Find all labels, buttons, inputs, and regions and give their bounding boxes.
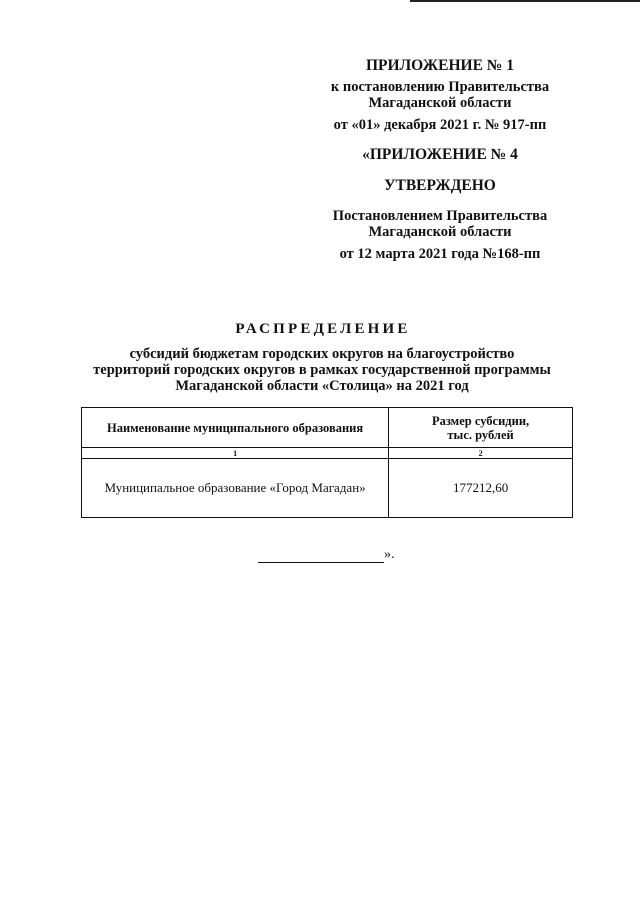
municipality-name: Муниципальное образование «Город Магадан» xyxy=(82,459,389,518)
closing-quote: ». xyxy=(384,547,395,562)
column-header-amount xyxy=(389,408,573,448)
column-header-amount-line2: тыс. рублей xyxy=(447,427,514,442)
appendix-title: ПРИЛОЖЕНИЕ № 1 xyxy=(366,57,514,74)
appendix-date: от «01» декабря 2021 г. № 917-пп xyxy=(333,117,547,133)
column-header-amount-line1: Размер субсидии, xyxy=(431,413,530,428)
approved-by-line2: Магаданской области xyxy=(368,224,512,240)
subtitle-line3: Магаданской области «Столица» на 2021 год xyxy=(175,378,469,394)
document-subtitle xyxy=(60,346,584,394)
approved-label: УТВЕРЖДЕНО xyxy=(384,177,496,194)
appendix-reference-line2: Магаданской области xyxy=(368,95,512,111)
column-number-row xyxy=(82,448,573,459)
subsidy-table xyxy=(81,407,573,518)
document-title: РАСПРЕДЕЛЕНИЕ xyxy=(235,321,411,337)
subtitle-line1: субсидий бюджетам городских округов на благоустройство xyxy=(129,346,515,362)
approved-date: от 12 марта 2021 года №168-пп xyxy=(339,246,541,262)
table-header-row xyxy=(82,408,573,448)
column-header-municipality: Наименование муниципального образования xyxy=(82,408,389,448)
column-number-2: 2 xyxy=(389,448,573,459)
column-number-1: 1 xyxy=(82,448,389,459)
subsidy-amount: 177212,60 xyxy=(389,459,573,518)
scan-edge-mark xyxy=(410,0,640,2)
previous-appendix-title: «ПРИЛОЖЕНИЕ № 4 xyxy=(362,146,518,163)
approved-by-line1: Постановлением Правительства xyxy=(332,208,548,224)
appendix-header xyxy=(310,58,570,262)
appendix-reference-line1: к постановлению Правительства xyxy=(330,79,550,95)
table-row xyxy=(82,459,573,518)
signature-underline xyxy=(258,548,384,563)
subtitle-line2: территорий городских округов в рамках государственной программы xyxy=(93,362,551,378)
